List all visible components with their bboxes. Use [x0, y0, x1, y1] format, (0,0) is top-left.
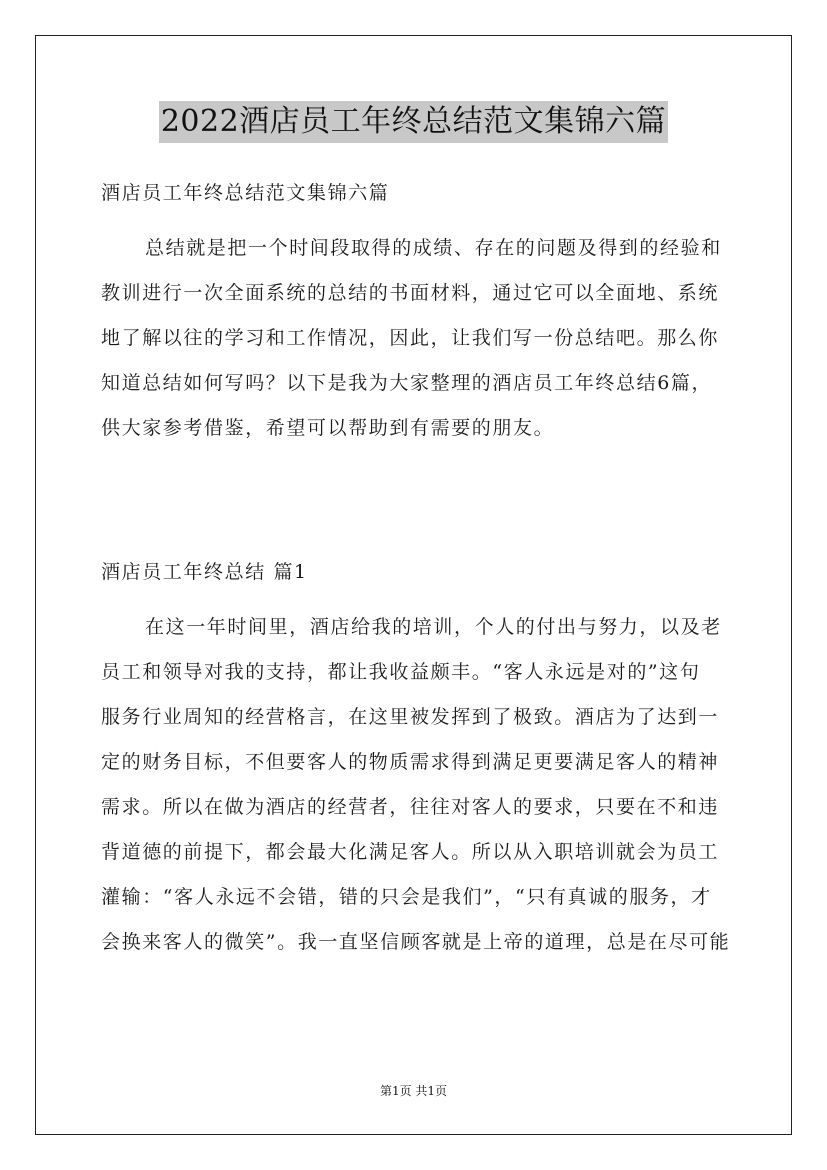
- paragraph-line: 需求。所以在做为酒店的经营者，往往对客人的要求，只要在不和违: [101, 796, 720, 818]
- paragraph-line: 地了解以往的学习和工作情况，因此，让我们写一份总结吧。那么你: [101, 327, 720, 349]
- paragraph-line: 服务行业周知的经营格言，在这里被发挥到了极致。酒店为了达到一: [101, 706, 720, 728]
- section1-paragraph: [101, 605, 731, 965]
- page-footer: 第1页 共1页: [379, 1084, 448, 1098]
- intro-paragraph: [101, 226, 727, 451]
- paragraph-line: 背道德的前提下，都会最大化满足客人。所以从入职培训就会为员工: [101, 841, 720, 863]
- paragraph-line: 在这一年时间里，酒店给我的培训，个人的付出与努力，以及老: [145, 616, 722, 638]
- paragraph-line: 会换来客人的微笑”。我一直坚信顾客就是上帝的道理，总是在尽可能: [101, 931, 731, 953]
- paragraph-line: 定的财务目标，不但要客人的物质需求得到满足更要满足客人的精神: [101, 751, 720, 773]
- section-heading-block: [101, 550, 727, 595]
- subtitle-block: [101, 171, 727, 216]
- document-subtitle: 酒店员工年终总结范文集锦六篇: [101, 182, 390, 204]
- paragraph-line: 灌输：“客人永远不会错，错的只会是我们”，“只有真诚的服务，才: [101, 886, 712, 908]
- paragraph-line: 知道总结如何写吗？以下是我为大家整理的酒店员工年终总结6篇，: [101, 372, 713, 394]
- paragraph-line: 员工和领导对我的支持，都让我收益颇丰。“客人永远是对的”这句: [101, 661, 701, 683]
- section-heading: 酒店员工年终总结 篇1: [101, 561, 308, 583]
- title-container: [0, 101, 827, 143]
- paragraph-line: 总结就是把一个时间段取得的成绩、存在的问题及得到的经验和: [145, 237, 722, 259]
- paragraph-line: 教训进行一次全面系统的总结的书面材料，通过它可以全面地、系统: [101, 282, 720, 304]
- document-title: 2022酒店员工年终总结范文集锦六篇: [159, 101, 668, 143]
- paragraph-line: 供大家参考借鉴，希望可以帮助到有需要的朋友。: [101, 417, 555, 439]
